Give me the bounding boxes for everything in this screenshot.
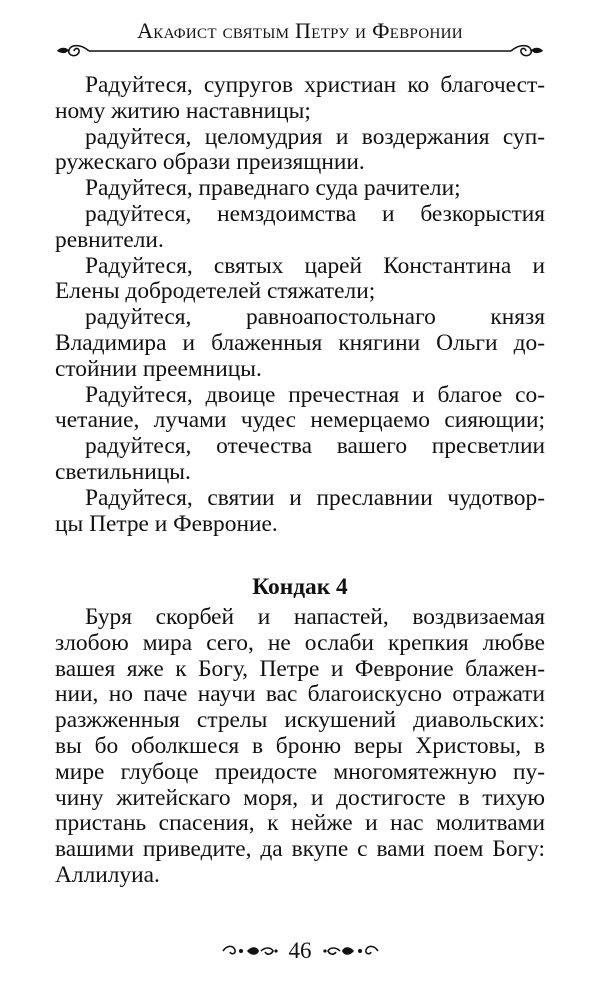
text-line: Радуйтеся, праведнаго суда рачители; [85, 175, 461, 202]
text-line: ружескаго образи преизящнии. [55, 149, 365, 176]
text-line: мире глубоце преидосте многомятежную пу- [55, 758, 545, 785]
text-line: Радуйтеся, двоице пречестная и благое со- [85, 381, 545, 408]
text-line: ревнители. [55, 226, 164, 253]
running-title: Акафист святым Петру и Февронии [137, 18, 463, 43]
footer-ornament-right [322, 943, 380, 959]
text-line: Владимира и блаженныя княгини Ольги до- [55, 329, 545, 356]
kontakion-text [55, 605, 545, 889]
text-line: Радуйтеся, супругов христиан ко благочест- [85, 72, 545, 98]
text-line: Елены добродетелей стяжатели; [55, 278, 376, 305]
text-line: злобою мира сего, не ослаби крепкия любве [55, 629, 545, 656]
text-line: светильницы. [55, 458, 191, 485]
page-number: 46 [288, 938, 312, 963]
text-line: ному житию наставницы; [55, 97, 311, 124]
text-line: чину житейскаго моря, и достигосте в тихую [55, 784, 545, 811]
text-line: цы Петре и Февроние. [55, 510, 278, 537]
ikos-text [55, 73, 545, 537]
text-line: радуйтеся, немздоимства и безкорыстия [85, 200, 545, 227]
text-line: разжженныя стрелы искушений диавольских: [55, 707, 545, 734]
text-line: вы бо оболкшеся в броню веры Христовы, в [55, 732, 545, 759]
text-line: вашими приведите, да вкупе с вами поем Богу: [55, 836, 545, 863]
footer-ornament-left [221, 943, 279, 959]
text-line: Буря скорбей и напастей, воздвизаемая [85, 604, 545, 630]
text-line: радуйтеся, равноапостольнаго князя [85, 304, 545, 331]
text-line: пристань спасения, к нейже и нас молитвами [55, 810, 545, 837]
text-line: радуйтеся, целомудрия и воздержания суп- [85, 123, 545, 150]
text-line: радуйтеся, отечества вашего пресветлии [85, 433, 545, 460]
text-line: стойнии преемницы. [55, 355, 262, 382]
header-ornament [55, 43, 545, 59]
kontakion-heading: Кондак 4 [252, 574, 348, 600]
text-line: нии, но паче научи вас благоискусно отражати [55, 681, 545, 708]
text-line: четание, лучами чудес немерцаемо сияющии; [55, 407, 545, 434]
text-line: Радуйтеся, святых царей Константина и [85, 252, 545, 279]
page-footer [0, 936, 600, 966]
text-line: Аллилуиа. [55, 861, 160, 888]
text-line: вашея яже к Богу, Петре и Февроние блажен- [55, 655, 545, 682]
text-line: Радуйтеся, святии и преславнии чудотвор- [85, 484, 545, 511]
